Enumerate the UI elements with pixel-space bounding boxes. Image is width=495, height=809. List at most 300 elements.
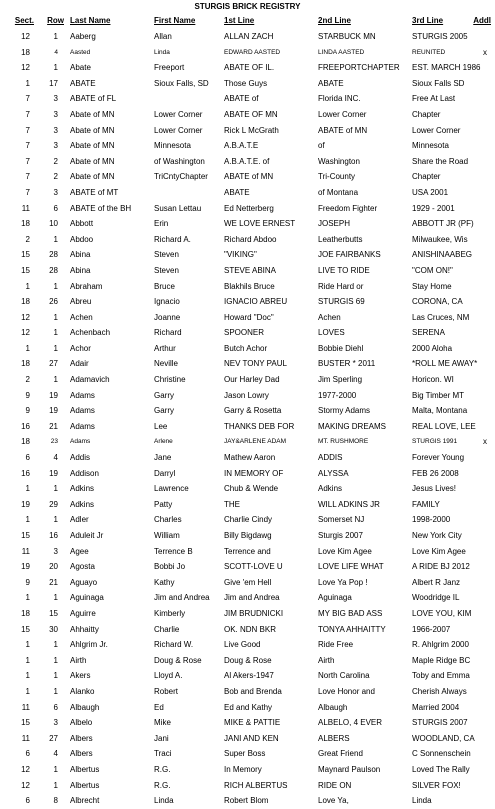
cell-row: 4 [53, 749, 58, 759]
cell-addl [471, 684, 495, 700]
cell-line-3: Married 2004 [412, 702, 460, 712]
cell-line-2: MY BIG BAD ASS [318, 608, 383, 618]
cell-last-name: Adams [70, 438, 91, 446]
table-row [0, 715, 495, 731]
cell-line-2: North Carolina [318, 671, 370, 681]
cell-line-3: Minnesota [412, 141, 449, 151]
cell-addl [471, 544, 495, 560]
cell-first-name: Kathy [154, 577, 175, 587]
cell-last-name: Achen [70, 312, 93, 322]
cell-line-2: Achen [318, 312, 341, 322]
cell-line-3: Albert R Janz [412, 577, 461, 587]
cell-last-name: Achor [70, 343, 91, 353]
cell-last-name: Adkins [70, 499, 95, 509]
cell-addl [471, 637, 495, 653]
cell-line-3: 1998-2000 [412, 515, 451, 525]
cell-addl [471, 107, 495, 123]
cell-line-3: LOVE YOU, KIM [412, 608, 472, 618]
cell-addl [471, 575, 495, 591]
cell-addl [471, 372, 495, 388]
cell-line-2: ALBELO, 4 EVER [318, 718, 383, 728]
cell-line-2: LINDA AASTED [318, 48, 365, 56]
table-row [0, 450, 495, 466]
cell-sect: 18 [21, 359, 30, 369]
cell-line-3: Loved The Rally [412, 764, 470, 774]
cell-last-name: Adams [70, 406, 95, 416]
cell-addl [471, 341, 495, 357]
cell-sect: 12 [21, 780, 30, 790]
cell-first-name: Darryl [154, 468, 176, 478]
cell-first-name: Susan Lettau [154, 203, 202, 213]
cell-line-1: Billy Bigdawg [224, 531, 272, 540]
cell-addl [471, 668, 495, 684]
cell-row: 2 [53, 156, 58, 166]
cell-sect: 7 [25, 172, 30, 182]
table-row [0, 762, 495, 778]
cell-line-1: In Memory [224, 764, 262, 774]
cell-line-2: LIVE TO RIDE [318, 265, 370, 275]
cell-last-name: Adams [70, 390, 95, 400]
cell-addl [471, 466, 495, 482]
cell-line-3: C Sonnenschein [412, 749, 471, 759]
cell-line-1: Robert Blom [224, 796, 269, 806]
cell-line-3: "COM ON!" [412, 265, 453, 275]
cell-addl [471, 91, 495, 107]
table-row [0, 201, 495, 217]
cell-last-name: ABATE of FL [70, 94, 117, 104]
cell-first-name: Sioux Falls, SD [154, 78, 209, 88]
cell-sect: 1 [25, 686, 30, 696]
cell-line-2: Leatherbutts [318, 234, 363, 244]
cell-last-name: Aguinaga [70, 593, 104, 603]
cell-first-name: Lawrence [154, 484, 189, 494]
cell-addl [471, 325, 495, 341]
cell-line-2: Freedom Fighter [318, 203, 378, 213]
cell-addl [471, 653, 495, 669]
cell-addl [471, 263, 495, 279]
cell-line-1: JAY&ARLENE ADAM [224, 438, 287, 446]
cell-line-1: ALLAN ZACH [224, 32, 274, 41]
table-row [0, 107, 495, 123]
cell-row: 1 [53, 515, 58, 525]
cell-last-name: Addis [70, 453, 91, 463]
table-row [0, 606, 495, 622]
cell-line-1: SCOTT-LOVE U [224, 562, 283, 572]
cell-first-name: Ed [154, 702, 164, 712]
cell-addl [471, 528, 495, 544]
cell-last-name: Abreu [70, 297, 92, 307]
cell-addl [471, 481, 495, 497]
table-row [0, 294, 495, 310]
cell-line-2: of [318, 141, 325, 151]
cell-row: 1 [53, 593, 58, 603]
cell-addl [471, 123, 495, 139]
cell-line-3: Linda [412, 796, 432, 806]
cell-line-1: Jason Lowry [224, 390, 269, 400]
table-row [0, 60, 495, 76]
cell-last-name: ABATE [70, 78, 96, 88]
cell-addl [471, 590, 495, 606]
cell-row: 1 [53, 671, 58, 681]
cell-first-name: Bobbi Jo [154, 562, 186, 572]
cell-first-name: Charlie [154, 624, 180, 634]
cell-sect: 16 [21, 468, 30, 478]
cell-row: 20 [49, 562, 58, 572]
header-sect: Sect. [14, 16, 34, 25]
cell-sect: 15 [21, 718, 30, 728]
cell-line-2: MAKING DREAMS [318, 421, 387, 431]
cell-first-name: TriCntyChapter [154, 172, 208, 182]
cell-line-3: ANISHINAABEG [412, 250, 473, 260]
cell-row: 30 [49, 624, 58, 634]
cell-sect: 7 [25, 125, 30, 135]
cell-line-1: Those Guys [224, 78, 268, 88]
cell-line-3: SERENA [412, 328, 445, 338]
cell-line-1: SPOONER [224, 328, 265, 338]
cell-row: 27 [49, 359, 58, 369]
cell-row: 21 [49, 421, 58, 431]
table-row [0, 356, 495, 372]
cell-line-1: Bob and Brenda [224, 686, 282, 696]
cell-line-3: Lower Corner [412, 125, 461, 135]
cell-addl [471, 497, 495, 513]
cell-line-1: Super Boss [224, 749, 266, 759]
cell-line-1: Live Good [224, 640, 261, 650]
cell-row: 26 [49, 297, 58, 307]
cell-last-name: Albaugh [70, 702, 100, 712]
cell-last-name: Aaberg [70, 32, 96, 41]
cell-sect: 7 [25, 109, 30, 119]
cell-line-1: ABATE OF IL. [224, 63, 275, 73]
header-last-name: Last Name [70, 16, 111, 25]
cell-line-3: Big Timber MT [412, 390, 465, 400]
cell-addl [471, 29, 495, 45]
cell-sect: 18 [21, 47, 30, 57]
cell-addl [471, 310, 495, 326]
cell-line-1: THE [224, 499, 240, 509]
cell-addl [471, 138, 495, 154]
cell-first-name: Richard A. [154, 234, 191, 244]
cell-line-2: ALYSSA [318, 468, 349, 478]
cell-first-name [154, 91, 224, 107]
cell-last-name: ABATE of the BH [70, 203, 132, 213]
table-row [0, 668, 495, 684]
cell-sect: 15 [21, 265, 30, 275]
cell-line-2: of Montana [318, 187, 359, 197]
cell-line-2: Albaugh [318, 702, 348, 712]
cell-last-name: Abraham [70, 281, 103, 291]
cell-line-2: Love Kim Agee [318, 546, 372, 556]
cell-line-3: REAL LOVE, LEE [412, 421, 476, 431]
cell-sect: 18 [21, 437, 30, 447]
cell-line-2: Love Ya Pop ! [318, 577, 368, 587]
table-row [0, 279, 495, 295]
cell-line-2: JOSEPH [318, 219, 351, 229]
cell-row: 1 [53, 375, 58, 385]
table-row [0, 684, 495, 700]
cell-first-name: Minnesota [154, 141, 191, 151]
cell-first-name: Lower Corner [154, 125, 203, 135]
table-row [0, 263, 495, 279]
cell-line-1: "VIKING" [224, 250, 257, 260]
cell-addl [471, 185, 495, 201]
cell-first-name: Jim and Andrea [154, 593, 210, 603]
cell-last-name: Abate [70, 63, 91, 73]
cell-line-2: Great Friend [318, 749, 363, 759]
cell-sect: 7 [25, 141, 30, 151]
cell-addl [471, 762, 495, 778]
cell-sect: 6 [25, 453, 30, 463]
cell-last-name: Agosta [70, 562, 95, 572]
cell-line-2: Sturgis 2007 [318, 531, 363, 540]
cell-row: 1 [53, 312, 58, 322]
cell-sect: 1 [25, 78, 30, 88]
cell-last-name: Aasted [70, 48, 91, 56]
cell-sect: 11 [21, 702, 30, 712]
cell-row: 29 [49, 499, 58, 509]
cell-row: 3 [53, 546, 58, 556]
cell-line-2: MT. RUSHMORE [318, 438, 369, 446]
cell-line-2: Jim Sperling [318, 375, 363, 385]
cell-addl [471, 512, 495, 528]
cell-line-2: Adkins [318, 484, 343, 494]
cell-line-2: Tri-County [318, 172, 356, 182]
cell-last-name: Abate of MN [70, 156, 115, 166]
cell-first-name: Lloyd A. [154, 671, 183, 681]
cell-line-1: Butch Achor [224, 343, 268, 353]
cell-first-name: Joanne [154, 312, 181, 322]
cell-last-name: ABATE of MT [70, 187, 119, 197]
cell-line-1: IN MEMORY OF [224, 468, 284, 478]
cell-last-name: Abdoo [70, 234, 94, 244]
cell-row: 1 [53, 343, 58, 353]
table-row [0, 154, 495, 170]
cell-first-name: Lower Corner [154, 109, 203, 119]
cell-line-3: Cherish Always [412, 686, 467, 696]
cell-line-3: Love Kim Agee [412, 546, 466, 556]
cell-first-name: R.G. [154, 780, 171, 790]
cell-addl [471, 778, 495, 794]
cell-sect: 6 [25, 796, 30, 806]
cell-line-3: Share the Road [412, 156, 469, 166]
cell-line-3: Toby and Emma [412, 671, 470, 681]
cell-line-1: JANI AND KEN [224, 733, 279, 743]
cell-line-3: A RIDE BJ 2012 [412, 562, 470, 572]
cell-last-name: Ahhaitty [70, 624, 99, 634]
cell-last-name: Aguirre [70, 608, 96, 618]
cell-addl [471, 606, 495, 622]
cell-first-name: Richard [154, 328, 182, 338]
cell-sect: 12 [21, 63, 30, 73]
cell-line-1: A.B.A.T.E [224, 141, 259, 151]
cell-line-1: MIKE & PATTIE [224, 718, 281, 728]
table-row [0, 544, 495, 560]
cell-last-name: Abate of MN [70, 172, 115, 182]
cell-row: 3 [53, 94, 58, 104]
cell-line-2: ADDIS [318, 453, 343, 463]
cell-row: 3 [53, 141, 58, 151]
cell-first-name: Steven [154, 265, 179, 275]
cell-last-name: Abina [70, 265, 91, 275]
cell-sect: 9 [25, 577, 30, 587]
cell-line-2: Maynard Paulson [318, 764, 381, 774]
cell-first-name: Jane [154, 453, 172, 463]
cell-row: 10 [49, 219, 58, 229]
page-title: STURGIS BRICK REGISTRY [194, 2, 301, 11]
cell-line-3: Jesus Lives! [412, 484, 457, 494]
cell-line-1: STEVE ABINA [224, 265, 277, 275]
cell-line-2: BUSTER * 2011 [318, 359, 376, 369]
cell-line-1: ABATE OF MN [224, 109, 278, 119]
cell-line-1: ABATE of MN [224, 172, 274, 182]
cell-line-3: 2000 Aloha [412, 343, 453, 353]
cell-sect: 19 [21, 499, 30, 509]
cell-line-1: Jim and Andrea [224, 593, 280, 603]
cell-addl [471, 201, 495, 217]
cell-row: 3 [53, 125, 58, 135]
cell-last-name: Albers [70, 749, 93, 759]
cell-line-3: Chapter [412, 109, 441, 119]
cell-addl [471, 154, 495, 170]
cell-line-1: A.B.A.T.E. of [224, 156, 270, 166]
cell-addl [471, 746, 495, 762]
cell-line-1: Ed and Kathy [224, 702, 273, 712]
cell-line-3: CORONA, CA [412, 297, 463, 307]
cell-line-1: Terrence and [224, 546, 271, 556]
cell-first-name [154, 185, 224, 201]
cell-line-1: OK. NDN BKR [224, 624, 277, 634]
cell-line-3: Free At Last [412, 94, 456, 104]
cell-line-1: Richard Abdoo [224, 234, 277, 244]
cell-line-2: Airth [318, 655, 335, 665]
cell-row: 1 [53, 686, 58, 696]
cell-sect: 16 [21, 421, 30, 431]
table-row [0, 123, 495, 139]
cell-last-name: Adams [70, 421, 95, 431]
cell-row: 19 [49, 406, 58, 416]
cell-addl [471, 294, 495, 310]
cell-last-name: Albrecht [70, 796, 100, 806]
cell-line-3: R. Ahlgrim 2000 [412, 640, 469, 650]
table-row [0, 653, 495, 669]
table-row [0, 559, 495, 575]
cell-addl [471, 76, 495, 92]
cell-line-3: STURGIS 1991 [412, 438, 458, 446]
cell-addl [471, 793, 495, 809]
cell-first-name: Neville [154, 359, 179, 369]
table-row [0, 138, 495, 154]
cell-last-name: Achenbach [70, 328, 111, 338]
cell-line-2: Ride Free [318, 640, 354, 650]
cell-last-name: Abate of MN [70, 109, 115, 119]
cell-row: 3 [53, 109, 58, 119]
cell-first-name: Linda [154, 796, 174, 806]
table-row [0, 793, 495, 809]
table-row [0, 247, 495, 263]
cell-line-3: Las Cruces, NM [412, 312, 470, 322]
table-row [0, 388, 495, 404]
table-row [0, 216, 495, 232]
cell-first-name: Linda [154, 48, 170, 56]
cell-line-2: Ride Hard or [318, 281, 364, 291]
table-row [0, 45, 495, 61]
cell-addl [471, 216, 495, 232]
cell-addl: x [483, 437, 487, 447]
cell-last-name: Abate of MN [70, 125, 115, 135]
cell-first-name: Allan [154, 32, 172, 41]
table-row [0, 637, 495, 653]
cell-sect: 12 [21, 328, 30, 338]
cell-sect: 12 [21, 32, 30, 41]
cell-sect: 9 [25, 406, 30, 416]
cell-line-2: Bobbie Diehl [318, 343, 364, 353]
cell-addl [471, 715, 495, 731]
cell-first-name: Christine [154, 375, 186, 385]
cell-line-3: REUNITED [412, 48, 446, 56]
cell-sect: 1 [25, 484, 30, 494]
cell-sect: 6 [25, 749, 30, 759]
header-row [0, 13, 495, 29]
cell-row: 2 [53, 172, 58, 182]
cell-sect: 11 [21, 203, 30, 213]
cell-row: 1 [53, 764, 58, 774]
cell-first-name: Kimberly [154, 608, 186, 618]
cell-addl: x [483, 47, 487, 57]
table-row [0, 341, 495, 357]
cell-row: 8 [53, 796, 58, 806]
cell-sect: 1 [25, 671, 30, 681]
cell-line-3: *ROLL ME AWAY* [412, 359, 478, 369]
cell-sect: 18 [21, 219, 30, 229]
cell-last-name: Adler [70, 515, 89, 525]
cell-addl [471, 403, 495, 419]
table-row [0, 590, 495, 606]
cell-last-name: Alanko [70, 686, 95, 696]
cell-line-1: NEV TONY PAUL [224, 359, 287, 369]
cell-sect: 1 [25, 593, 30, 603]
cell-first-name: Mike [154, 718, 171, 728]
cell-sect: 7 [25, 94, 30, 104]
cell-line-1: Our Harley Dad [224, 375, 280, 385]
cell-line-2: Florida INC. [318, 94, 361, 104]
cell-line-2: Love Honor and [318, 686, 375, 696]
cell-first-name: Erin [154, 219, 169, 229]
cell-row: 19 [49, 468, 58, 478]
cell-row: 1 [53, 32, 58, 41]
cell-row: 1 [53, 63, 58, 73]
table-row [0, 622, 495, 638]
cell-row: 3 [53, 187, 58, 197]
cell-sect: 15 [21, 250, 30, 260]
header-line-1: 1st Line [224, 16, 255, 25]
cell-first-name: Garry [154, 390, 174, 400]
cell-last-name: Airth [70, 655, 87, 665]
cell-first-name: Freeport [154, 63, 185, 73]
table-row [0, 512, 495, 528]
cell-line-2: Lower Corner [318, 109, 367, 119]
table-row [0, 497, 495, 513]
cell-row: 28 [49, 250, 58, 260]
cell-line-1: Chub & Wende [224, 484, 279, 494]
cell-sect: 11 [21, 546, 30, 556]
cell-last-name: Adamavich [70, 375, 110, 385]
cell-last-name: Adair [70, 359, 89, 369]
cell-last-name: Adkins [70, 484, 95, 494]
header-row-num: Row [47, 16, 64, 25]
cell-row: 1 [53, 640, 58, 650]
table-row [0, 481, 495, 497]
cell-addl [471, 388, 495, 404]
